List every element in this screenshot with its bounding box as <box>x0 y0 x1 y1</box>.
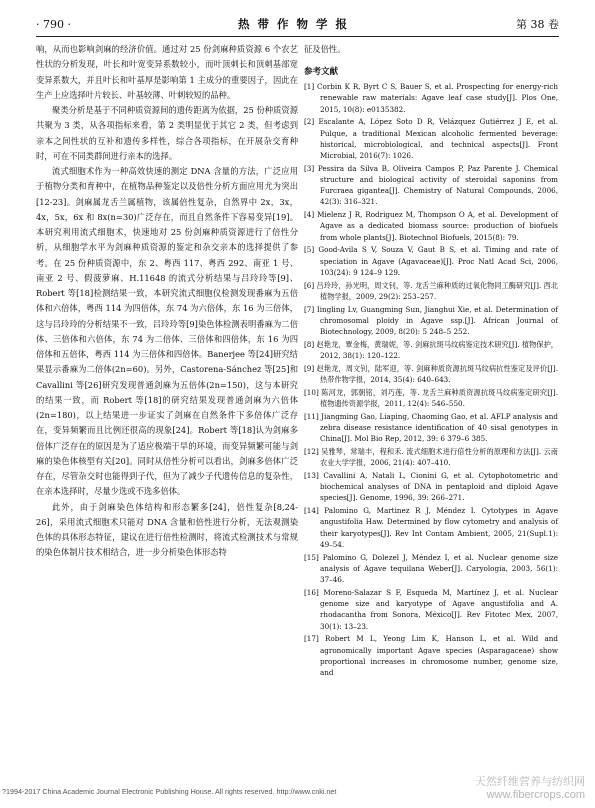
reference-item: [10] 陈河龙，郭朝铭，刘巧莲，等. 龙舌兰麻种质资源抗斑马纹病鉴定研究[J]. 植物遗传资源学报，2011, 12(4): 546–550. <box>304 387 558 409</box>
journal-title: 热 带 作 物 学 报 <box>237 17 349 31</box>
right-column <box>304 42 558 680</box>
reference-item: [3] Pessira da Silva B, Oliveira Campos P, Paz Parente J. Chemical structure and biological activity of steroidal saponins from Furcraea gigantea[J]. Chemistry of Natural Compounds, 2006, 42(3): 316–321. <box>304 163 558 207</box>
reference-item: [13] Cavallini A, Natali L, Cionini G, et al. Cytophotometric and biochemical analyses of DNA in pentaploid and diploid Agave species[J]. Genome, 1996, 39: 266–271. <box>304 471 558 503</box>
reference-item: [17] Robert M L, Yeong Lim K, Hanson L, et al. Wild and agronomically important Agave species (Asparagaceae) show proportional increases in chromosome number, genome size, and <box>304 634 558 677</box>
reference-item: [5] Good-Avila S V, Souza V, Gaut B S, et al. Timing and rate of speciation in Agave (Agavaceae)[J]. Proc Natl Acad Sci, 2006, 103(24): 9 124–9 129. <box>304 245 558 277</box>
reference-item: [9] 赵艳龙，周文钊，陆军迎，等. 剑麻种质资源抗斑马纹病抗性鉴定及评价[J]. 热带作物学报，2014, 35(4): 640–643. <box>304 363 558 385</box>
reference-item: [15] Palomino G, Dolezel J, Méndez I, et al. Nuclear genome size analysis of Agave tequilana Weber[J]. Caryologia, 2003, 56(1): 37–46. <box>304 552 558 585</box>
reference-item: [4] Mielenz J R, Rodriguez M, Thompson O A, et al. Development of Agave as a dedicated biomass source: production of biofuels from whole plants[J]. Biotechnol Biofuels, 2015(8): 79. <box>304 210 558 242</box>
page-header <box>36 14 559 34</box>
reference-item: [16] Moreno-Salazar S F, Esqueda M, Martínez J, et al. Nuclear genome size and karyotype of Agave angustifolia and A. rhodacantha from Sonora, México[J]. Rev Fitotec Mex, 2007, 30(1): 13–23. <box>304 587 558 631</box>
volume-label: 第 38 卷 <box>515 18 559 31</box>
header-rule <box>36 36 559 37</box>
reference-list <box>304 81 558 678</box>
watermark-line-1: 天然纤维营养与纺织网 <box>475 776 585 788</box>
paragraph-2: 聚类分析是基于不同种质资源间的遗传距离为依据，25 份种质资源共聚为 3 类，从各项指标来看，第 2 类明显优于其它 2 类，但考虑到亲本之间性状的互补和遗传多样性，综合各项指标，在开展杂交育种时，可在不同类群间进行亲本的选择。 <box>36 105 298 161</box>
reference-item: [2] Escalante A, López Soto D R, Velázquez Gutiérrez J E, et al. Pulque, a traditional Mexican alcoholic fermented beverage: historical, microbiological, and technical aspects[J]. Front Microbial, 2016(7): 1026. <box>304 117 558 161</box>
copyright-footer: ?1994-2017 China Academic Journal Electronic Publishing House. All rights reserved. http://www.cnki.net <box>2 787 337 796</box>
site-watermark <box>475 776 585 802</box>
reference-item: [14] Palomino G, Martinez R J, Méndez I. Cytotypes in Agave angustifolia Haw. Determined by flow cytometry and analysis of their karyotypes[J]. Rev Int Contam Ambient, 2005, 21(Supl.1): 49–54. <box>304 506 558 549</box>
reference-item: [11] Jiangming Gao, Liaping, Chaoming Gao, et al. AFLP analysis and zebra disease resistance identification of 40 sisal genotypes in China[J]. Mol Bio Rep, 2012, 39: 6 379–6 385. <box>304 411 558 444</box>
reference-item: [1] Corbin K R, Byrt C S, Bauer S, et al. Prospecting for energy-rich renewable raw materials: Agave leaf case study[J]. Plos One, 2015, 10(8): e0135382. <box>304 82 558 114</box>
watermark-line-2: www.fibercrops.com <box>486 789 585 801</box>
references-title: 参考文献 <box>304 67 339 78</box>
reference-item: [12] 吴雅琴，常瑞丰，程和禾. 流式细胞术进行倍性分析的原理和方法[J]. 云南农业大学学报，2006, 21(4): 407–410. <box>304 447 558 468</box>
paragraph-4: 此外，由于剑麻染色体结构和形态繁多[24]，倍性复杂[8,24-26]，采用流式细胞术只能对 DNA 含量和倍性进行分析，无法观测染色体的具体形态特征，建议在进行倍性检测时，将流式检测技术与常规的染色体制片技术相结合，进一步分析染色体形态特 <box>36 501 298 558</box>
paragraph-continuation: 征及倍性。 <box>304 44 346 54</box>
paragraph-1: 响，从而也影响剑麻的经济价值。通过对 25 份剑麻种质资源 6 个农艺性状的分析发现，叶长和叶宽变异系数较小，而叶顶刺长和顶刺基部宽变异系数大，并且叶长和叶基厚是影响第 1 主成分的重要因子，因此在生产上应选择叶片较长、叶基较薄、叶刺较短的品种。 <box>36 44 298 100</box>
left-column <box>36 42 298 561</box>
reference-item: [7] Iingling Lv, Guangming Sun, Jianghui Xie, et al. Determination of chromosomal ploidy in Agave ssp.[J]. African Journal of Biotechnology, 2009, 8(20): 5 248–5 252. <box>304 304 558 337</box>
reference-item: [8] 赵艳龙，覃金梅，黄瑞妮，等. 剑麻抗斑马纹病鉴定技术研究[J]. 植物保护，2012, 38(1): 120–122. <box>304 339 558 361</box>
page-number: · 790 · <box>36 17 71 31</box>
reference-item: [6] 吕玲玲，孙光明，周文钊，等. 龙舌兰麻种质的过氧化物同工酶研究[J]. 西北植物学报，2009, 29(2): 253–257. <box>304 280 558 301</box>
paragraph-3: 流式细胞术作为一种高效快速的测定 DNA 含量的方法，广泛应用于植物分类和育种中，在植物品种鉴定以及倍性分析方面应用尤为突出[12-23]。剑麻属龙舌兰属植物，该属倍性复杂，自然界中 2x，3x，4x，5x，6x 和 8x(n=30)广泛存在，而且自然条件下容易变异[19]。本研究利用流式细胞术，快速地对 25 份剑麻种质资源进行了倍性分析，从细胞学水平为剑麻种质资源的鉴定和杂交亲本的选择提供了参考。在 25 份种质资源中，东 2、粤西 117、粤西 292、南亚 1 号、南亚 2 号、假菠萝麻、H.11648 的流式分析结果与吕玲玲等[9]、Robert 等[18]检测结果一致，本研究流式细胞仪检测发现番麻为五倍体和六倍体，粤西 114 为四倍体，东 74 为六倍体，东 16 为三倍体，这与吕玲玲的分析结果不一致，吕玲玲等[9]染色体检测表明番麻为二倍体、三倍体和六倍体，东 74 为二倍体、三倍体和四倍体，东 16 为四倍体和五倍体，粤西 114 为三倍体和四倍体。Banerjee 等[24]研究结果显示番麻为二倍体(2n=60)。另外，Castorena-Sánchez 等[25]和 Cavallini 等[26]研究发现普通剑麻为五倍体(2n=150)，这与本研究的结果一致，而 Robert 等[18]的研究结果发现普通剑麻为六倍体(2n=180)，以上结果进一步证实了剑麻在自然条件下多倍体广泛存在，变异频繁而且比例还很高的现象[24]。Robert 等[18]认为剑麻多倍体广泛存在的原因是为了适应极端干旱的环境，而变异频繁可能与剑麻的染色体核型有关[20]。同时从倍性分析可以看出，剑麻多倍体广泛存在，尽管杂交时也能得到子代，但为了减少子代遗传信息的复杂性，在亲本选择时，尽量少选或不选多倍体。 <box>36 166 298 497</box>
